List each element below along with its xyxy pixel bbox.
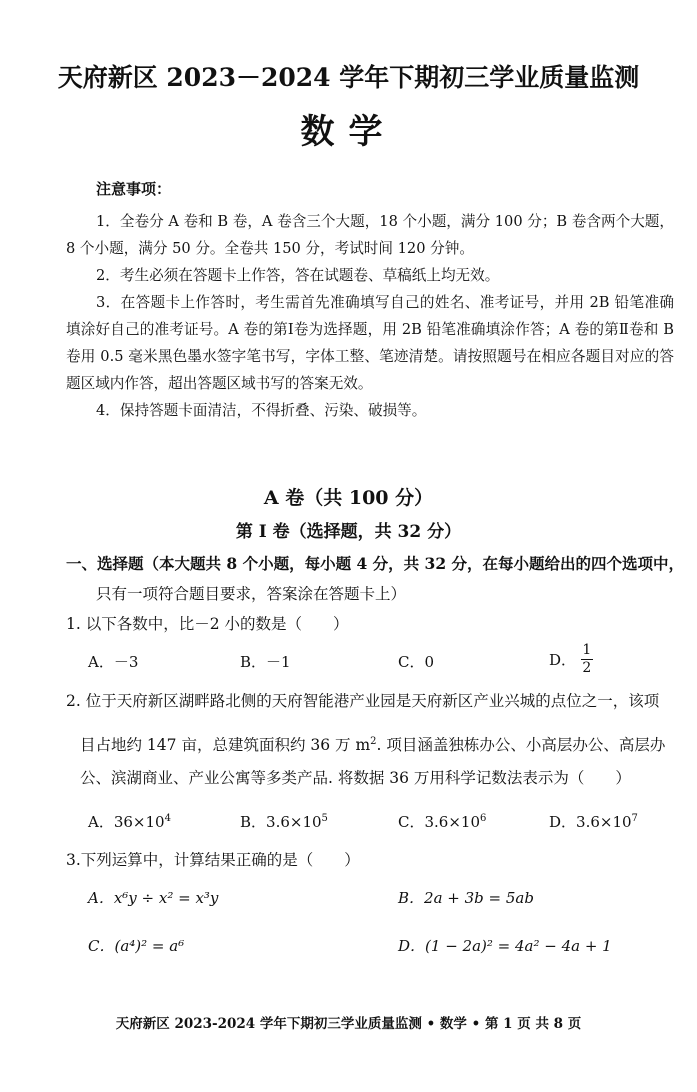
q1-option-d xyxy=(549,642,593,677)
notice-item-4: 4．保持答题卡面清洁，不得折叠、污染、破损等。 xyxy=(96,402,427,419)
q2-option-d-exp: 7 xyxy=(631,813,638,824)
q2-option-c xyxy=(398,811,486,832)
q2-line2-post: . 项目涵盖独栋办公、小高层办公、高层办 xyxy=(376,736,666,754)
q2-option-b-exp: 5 xyxy=(321,813,328,824)
q3-option-b: B．2a + 3b = 5ab xyxy=(398,889,534,907)
q2-option-c-exp: 6 xyxy=(480,813,487,824)
q2-option-a-exp: 4 xyxy=(164,813,171,824)
subject-title: 数学 xyxy=(300,112,397,152)
notice-heading: 注意事项： xyxy=(96,180,172,198)
q3-option-a: A．x⁶y ÷ x² = x³y xyxy=(88,889,219,907)
q2-line2-pre: 目占地约 147 亩，总建筑面积约 36 万 m xyxy=(80,736,371,754)
question-3-stem: 3.下列运算中，计算结果正确的是（ ） xyxy=(66,851,360,869)
section-a-part1-title: 第 Ⅰ 卷（选择题，共 32 分） xyxy=(235,522,462,542)
q2-option-b-text: B．3.6×10 xyxy=(240,813,322,831)
q1-option-c: C．0 xyxy=(398,653,435,671)
q1-option-a: A．－3 xyxy=(88,653,139,671)
question-section-intro-2: 只有一项符合题目要求，答案涂在答题卡上） xyxy=(96,585,407,603)
notice-item-2: 2．考生必须在答题卡上作答，答在试题卷、草稿纸上均无效。 xyxy=(96,267,500,284)
fraction-numerator: 1 xyxy=(582,642,592,658)
question-2-line-1: 2. 位于天府新区湖畔路北侧的天府智能港产业园是天府新区产业兴城的点位之一，该项 xyxy=(66,692,660,710)
q2-option-b xyxy=(240,811,328,832)
fraction-denominator: 2 xyxy=(582,660,592,676)
q2-option-d-text: D．3.6×10 xyxy=(549,813,632,831)
q2-option-a-text: A．36×10 xyxy=(88,813,165,831)
exam-title: 天府新区 2023－2024 学年下期初三学业质量监测 xyxy=(57,63,640,92)
question-section-intro: 一、选择题（本大题共 8 个小题，每小题 4 分，共 32 分，在每小题给出的四个选项中， xyxy=(66,554,685,573)
question-2-line-3: 公、滨湖商业、产业公寓等多类产品. 将数据 36 万用科学记数法表示为（ ） xyxy=(80,769,631,787)
q2-option-a xyxy=(88,811,171,832)
question-2-line-2 xyxy=(80,733,665,755)
section-a-title: A 卷（共 100 分） xyxy=(263,487,434,509)
q2-option-d xyxy=(549,811,638,832)
notice-item-1: 1．全卷分 A 卷和 B 卷，A 卷含三个大题，18 个小题，满分 100 分；B 卷含两个大题，8 个小题，满分 50 分。全卷共 150 分，考试时间 120 分钟。 xyxy=(66,213,674,257)
notice-item-3: 3．在答题卡上作答时，考生需首先准确填写自己的姓名、准考证号，并用 2B 铅笔准确填涂好自己的准考证号。A 卷的第Ⅰ卷为选择题，用 2B 铅笔准确填涂作答；A 卷的第Ⅱ卷和 B 卷用 0.5 毫米黑色墨水签字笔书写，字体工整、笔迹清楚。请按照题号在相应各题目对应的答题区域内作答，超出答题区域书写的答案无效。 xyxy=(66,294,674,392)
q3-option-d: D．(1 − 2a)² = 4a² − 4a + 1 xyxy=(398,937,612,955)
page-footer: 天府新区 2023-2024 学年下期初三学业质量监测 • 数学 • 第 1 页 共 8 页 xyxy=(115,1016,582,1032)
q1-option-d-label: D． xyxy=(549,651,577,669)
question-1-stem: 1. 以下各数中，比－2 小的数是（ ） xyxy=(66,615,349,633)
q3-option-c: C．(a⁴)² = a⁶ xyxy=(88,937,185,955)
q2-option-c-text: C．3.6×10 xyxy=(398,813,480,831)
q2-line2-sup: 2 xyxy=(370,735,377,747)
q1-option-b: B．－1 xyxy=(240,653,291,671)
fraction xyxy=(581,642,593,677)
